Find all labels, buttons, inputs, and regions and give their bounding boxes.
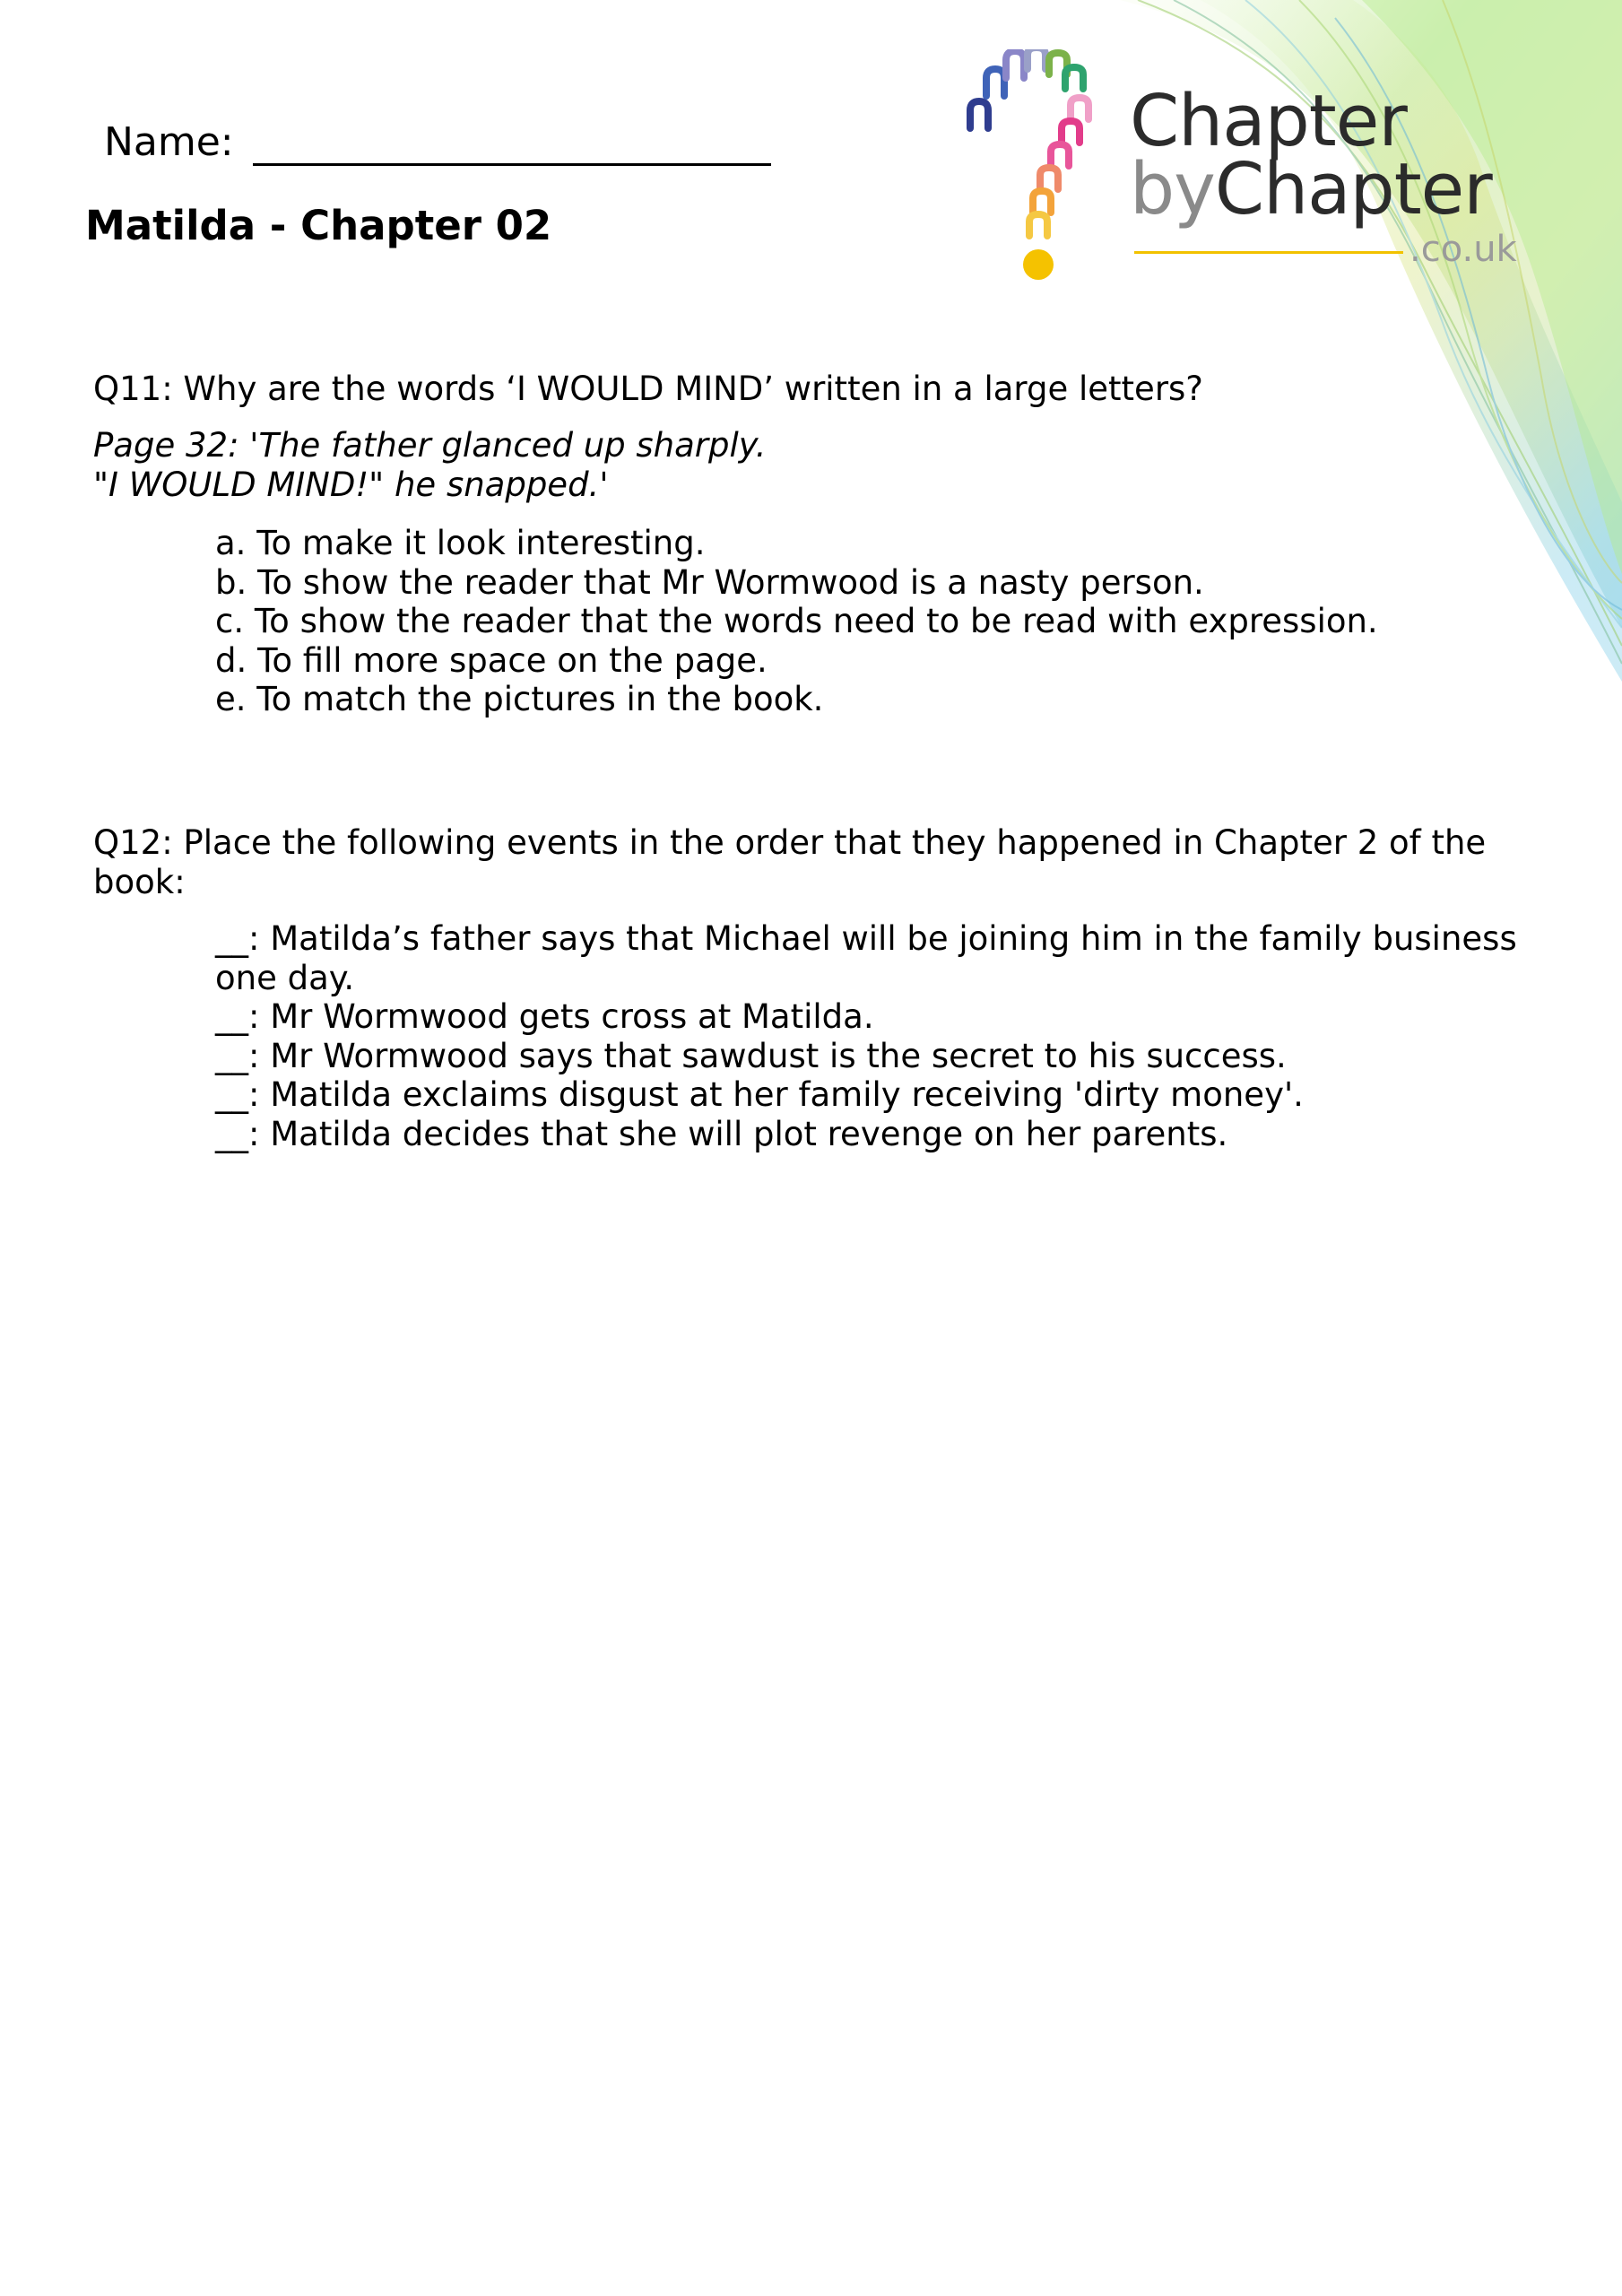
question-mark-books-icon (950, 49, 1130, 318)
q12-prompt-line: Q12: Place the following events in the order that they happened in Chapter 2 of the (93, 823, 1487, 862)
q12-prompt (93, 823, 1486, 901)
q11-option-e: e. To match the pictures in the book. (215, 680, 824, 718)
q11-quote (93, 426, 767, 504)
q12-event-5: __: Matilda decides that she will plot revenge on her parents. (215, 1114, 1228, 1153)
logo-wordmark (1130, 80, 1492, 230)
logo-underline (1134, 251, 1403, 254)
q11-quote-line: "I WOULD MIND!" he snapped.' (93, 465, 609, 504)
q11-option-d: d. To fill more space on the page. (215, 640, 768, 680)
q11-option-b: b. To show the reader that Mr Wormwood is a nasty person. (215, 562, 1204, 602)
q12-event-3: __: Mr Wormwood says that sawdust is the secret to his success. (215, 1036, 1287, 1075)
logo-domain: .co.uk (1409, 229, 1517, 270)
q11-options-list (215, 524, 1378, 719)
q12-prompt-line: book: (93, 862, 186, 901)
name-label: Name: (104, 119, 234, 165)
q12-event-1: __: Matilda’s father says that Michael will be joining him in the family business (215, 919, 1517, 958)
q11-option-a: a. To make it look interesting. (215, 524, 706, 562)
page-title: Matilda - Chapter 02 (85, 202, 552, 249)
logo-word-by: by (1130, 148, 1215, 230)
q11-option-c: c. To show the reader that the words need to be read with expression. (215, 602, 1378, 640)
logo-word-chapter: Chapter (1130, 80, 1407, 162)
q11-quote-line: Page 32: 'The father glanced up sharply. (93, 426, 767, 465)
logo-word-chapter-2: Chapter (1214, 148, 1492, 230)
q12-event-1-continued: one day. (215, 958, 355, 997)
q12-event-2: __: Mr Wormwood gets cross at Matilda. (215, 997, 874, 1036)
q11-prompt: Q11: Why are the words ‘I WOULD MIND’ written in a large letters? (93, 370, 1203, 408)
logo-word-bychapter (1130, 148, 1492, 230)
chapter-by-chapter-logo (950, 49, 1533, 318)
name-write-line (253, 163, 771, 166)
q12-event-4: __: Matilda exclaims disgust at her family receiving 'dirty money'. (215, 1075, 1304, 1114)
q12-events-list (215, 919, 1517, 1153)
